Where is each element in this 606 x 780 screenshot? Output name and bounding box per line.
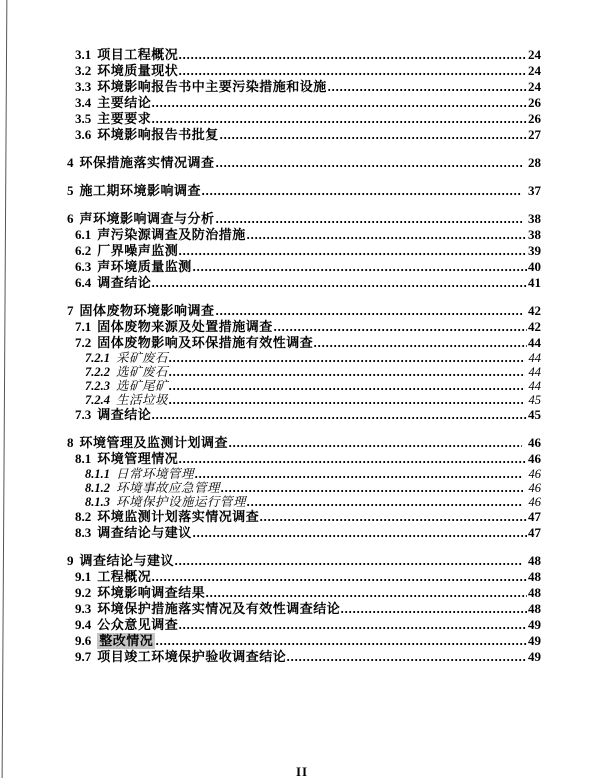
toc-entry-page: 45	[528, 407, 541, 422]
page-number-footer: II	[296, 764, 309, 779]
toc-dot-leader	[193, 535, 527, 537]
toc-entry-6.1[interactable]	[0, 227, 606, 243]
toc-dot-leader	[221, 490, 522, 492]
toc-entry-3.6[interactable]	[0, 127, 606, 143]
toc-entry-6[interactable]	[0, 211, 606, 227]
toc-entry-page: 44	[528, 379, 541, 393]
toc-entry-page: 48	[528, 601, 541, 616]
toc-entry-number: 6.2	[75, 243, 92, 258]
toc-entry-number: 6.1	[75, 227, 92, 242]
toc-list	[0, 47, 606, 665]
toc-entry-title: 声环境影响调查与分析	[79, 211, 215, 226]
toc-entry-number: 8.1.3	[85, 495, 110, 509]
toc-dot-leader	[169, 374, 522, 376]
toc-entry-title: 环境管理及监测计划调查	[79, 435, 229, 450]
toc-entry-number: 3.1	[75, 47, 92, 62]
toc-entry-page: 46	[528, 451, 541, 466]
toc-entry-page: 40	[528, 259, 541, 274]
toc-dot-leader	[260, 519, 527, 521]
toc-entry-number: 3.2	[75, 63, 92, 78]
toc-entry-7.3[interactable]	[0, 407, 606, 423]
toc-entry-page: 46	[528, 467, 541, 481]
toc-entry-title: 厂界噪声监测	[97, 243, 179, 258]
toc-entry-number: 7.1	[75, 319, 92, 334]
toc-entry-8.3[interactable]	[0, 525, 606, 541]
toc-entry-number: 8.1.1	[85, 467, 110, 481]
toc-dot-leader	[152, 417, 527, 419]
toc-entry-page: 24	[528, 47, 541, 62]
toc-dot-leader	[220, 137, 527, 139]
toc-entry-3.2[interactable]	[0, 63, 606, 79]
toc-entry-page: 39	[528, 243, 541, 258]
toc-dot-leader	[169, 388, 522, 390]
toc-entry-title: 公众意见调查	[97, 617, 179, 632]
toc-entry-page: 48	[528, 569, 541, 584]
toc-entry-number: 8	[67, 435, 74, 450]
toc-entry-3.5[interactable]	[0, 111, 606, 127]
toc-entry-page: 46	[528, 435, 541, 450]
toc-entry-title: 声环境质量监测	[97, 259, 192, 274]
toc-entry-number: 6.3	[75, 259, 92, 274]
toc-entry-number: 5	[67, 183, 74, 198]
toc-entry-title: 环境管理情况	[97, 451, 179, 466]
toc-entry-title: 环境影响报告书中主要污染措施和设施	[97, 79, 327, 94]
toc-entry-title: 环境影响报告书批复	[97, 127, 219, 142]
toc-entry-title: 主要结论	[97, 95, 152, 110]
toc-entry-number: 7.2.2	[85, 365, 110, 379]
toc-entry-7.2.3[interactable]	[0, 379, 606, 393]
toc-dot-leader	[328, 89, 527, 91]
toc-entry-page: 46	[528, 495, 541, 509]
toc-dot-leader	[152, 105, 527, 107]
toc-entry-7.2.2[interactable]	[0, 365, 606, 379]
toc-entry-title: 环境影响调查结果	[97, 585, 206, 600]
toc-dot-leader	[247, 504, 522, 506]
toc-entry-title: 调查结论与建议	[79, 553, 175, 568]
toc-entry-title: 项目竣工环境保护验收调查结论	[97, 649, 287, 664]
toc-entry-7[interactable]	[0, 303, 606, 319]
toc-entry-9.7[interactable]	[0, 649, 606, 665]
toc-entry-title: 项目工程概况	[97, 47, 179, 62]
toc-entry-9.3[interactable]	[0, 601, 606, 617]
toc-entry-page: 26	[528, 95, 541, 110]
toc-entry-5[interactable]	[0, 183, 606, 199]
toc-entry-number: 9	[67, 553, 74, 568]
toc-entry-page: 45	[528, 393, 541, 407]
toc-entry-number: 7.2.3	[85, 379, 110, 393]
toc-entry-title: 固体废物来源及处置措施调查	[97, 319, 273, 334]
toc-entry-page: 28	[528, 155, 541, 170]
toc-entry-number: 7	[67, 303, 74, 318]
toc-dot-leader	[152, 121, 527, 123]
toc-entry-title: 主要要求	[97, 111, 152, 126]
toc-dot-leader	[179, 627, 527, 629]
toc-dot-leader	[169, 360, 522, 362]
toc-entry-page: 48	[528, 553, 541, 568]
toc-entry-page: 41	[528, 275, 541, 290]
toc-entry-8.1.2[interactable]	[0, 481, 606, 495]
toc-entry-9.2[interactable]	[0, 585, 606, 601]
toc-entry-page: 24	[528, 79, 541, 94]
toc-dot-leader	[202, 193, 522, 195]
toc-entry-title: 日常环境管理	[116, 467, 195, 481]
toc-entry-title: 调查结论与建议	[97, 525, 192, 540]
toc-entry-title: 采矿废石	[116, 351, 169, 365]
toc-entry-title: 固体废物影响及环保措施有效性调查	[97, 335, 314, 350]
toc-entry-number: 8.1.2	[85, 481, 110, 495]
toc-entry-title: 环境保护设施运行管理	[116, 495, 247, 509]
toc-dot-leader	[152, 285, 527, 287]
toc-entry-title: 环境监测计划落实情况调查	[97, 509, 260, 524]
toc-entry-page: 38	[528, 227, 541, 242]
toc-entry-number: 6	[67, 211, 74, 226]
toc-dot-leader	[156, 643, 527, 645]
toc-entry-number: 7.2.4	[85, 393, 110, 407]
toc-entry-8.1[interactable]	[0, 451, 606, 467]
toc-entry-8.1.1[interactable]	[0, 467, 606, 481]
toc-entry-8.2[interactable]	[0, 509, 606, 525]
toc-entry-3.4[interactable]	[0, 95, 606, 111]
toc-dot-leader	[179, 73, 527, 75]
toc-entry-4[interactable]	[0, 155, 606, 171]
toc-entry-number: 9.1	[75, 569, 92, 584]
toc-entry-9.4[interactable]	[0, 617, 606, 633]
toc-entry-page: 44	[528, 335, 541, 350]
toc-entry-9.1[interactable]	[0, 569, 606, 585]
toc-entry-number: 4	[67, 155, 74, 170]
toc-entry-page: 47	[528, 525, 541, 540]
toc-entry-page: 38	[528, 211, 541, 226]
toc-dot-leader	[169, 402, 522, 404]
toc-entry-number: 8.1	[75, 451, 92, 466]
toc-entry-number: 7.2	[75, 335, 92, 350]
toc-entry-page: 24	[528, 63, 541, 78]
toc-dot-leader	[193, 269, 527, 271]
toc-entry-number: 7.3	[75, 407, 92, 422]
toc-entry-page: 49	[528, 633, 541, 648]
toc-entry-number: 8.2	[75, 509, 92, 524]
toc-entry-page: 46	[528, 481, 541, 495]
toc-dot-leader	[314, 345, 527, 347]
toc-entry-7.1[interactable]	[0, 319, 606, 335]
toc-entry-title: 生活垃圾	[116, 393, 169, 407]
toc-entry-page: 49	[528, 649, 541, 664]
toc-entry-page: 49	[528, 617, 541, 632]
toc-entry-title: 施工期环境影响调查	[79, 183, 202, 198]
toc-dot-leader	[229, 445, 522, 447]
toc-entry-7.2.1[interactable]	[0, 351, 606, 365]
toc-entry-number: 3.3	[75, 79, 92, 94]
toc-entry-number: 3.5	[75, 111, 92, 126]
toc-entry-8[interactable]	[0, 435, 606, 451]
toc-entry-title: 调查结论	[97, 275, 152, 290]
toc-entry-number: 9.6	[75, 633, 92, 648]
toc-entry-number: 9.3	[75, 601, 92, 616]
toc-entry-number: 9.2	[75, 585, 92, 600]
toc-entry-7.2[interactable]	[0, 335, 606, 351]
toc-entry-9.6[interactable]	[0, 633, 606, 649]
toc-entry-page: 44	[528, 351, 541, 365]
toc-entry-title: 固体废物环境影响调查	[79, 303, 215, 318]
toc-entry-title: 环境保护措施落实情况及有效性调查结论	[97, 601, 341, 616]
toc-entry-title: 选矿废石	[116, 365, 169, 379]
toc-dot-leader	[179, 253, 527, 255]
toc-entry-page: 42	[528, 319, 541, 334]
toc-entry-title: 环境事故应急管理	[116, 481, 221, 495]
toc-entry-8.1.3[interactable]	[0, 495, 606, 509]
toc-entry-3.3[interactable]	[0, 79, 606, 95]
toc-entry-title: 环境质量现状	[97, 63, 179, 78]
toc-dot-leader	[195, 476, 522, 478]
toc-dot-leader	[341, 611, 527, 613]
toc-entry-9[interactable]	[0, 553, 606, 569]
toc-entry-6.2[interactable]	[0, 243, 606, 259]
toc-entry-title-highlighted: 整改情况	[99, 633, 154, 648]
toc-entry-page: 37	[528, 183, 541, 198]
toc-entry-number: 9.7	[75, 649, 92, 664]
toc-entry-title: 环保措施落实情况调查	[79, 155, 215, 170]
toc-entry-title: 调查结论	[97, 407, 152, 422]
toc-entry-page: 44	[528, 365, 541, 379]
toc-entry-number: 8.3	[75, 525, 92, 540]
toc-dot-leader	[216, 165, 522, 167]
toc-dot-leader	[179, 461, 527, 463]
toc-entry-number: 9.4	[75, 617, 92, 632]
toc-entry-6.3[interactable]	[0, 259, 606, 275]
toc-entry-title: 工程概况	[97, 569, 152, 584]
toc-dot-leader	[287, 659, 527, 661]
toc-dot-leader	[216, 313, 522, 315]
toc-entry-page: 48	[528, 585, 541, 600]
toc-dot-leader	[216, 221, 522, 223]
toc-entry-3.1[interactable]	[0, 47, 606, 63]
toc-dot-leader	[175, 563, 522, 565]
toc-entry-6.4[interactable]	[0, 275, 606, 291]
toc-entry-title: 选矿尾矿	[116, 379, 169, 393]
toc-entry-title: 声污染源调查及防治措施	[97, 227, 246, 242]
toc-entry-number: 7.2.1	[85, 351, 110, 365]
toc-entry-page: 26	[528, 111, 541, 126]
toc-entry-7.2.4[interactable]	[0, 393, 606, 407]
toc-dot-leader	[152, 579, 527, 581]
toc-entry-page: 42	[528, 303, 541, 318]
toc-dot-leader	[206, 595, 527, 597]
toc-dot-leader	[247, 237, 527, 239]
toc-entry-number: 3.6	[75, 127, 92, 142]
toc-entry-number: 6.4	[75, 275, 92, 290]
toc-entry-page: 27	[528, 127, 541, 142]
toc-dot-leader	[179, 57, 527, 59]
toc-entry-page: 47	[528, 509, 541, 524]
toc-entry-number: 3.4	[75, 95, 92, 110]
toc-dot-leader	[274, 329, 527, 331]
